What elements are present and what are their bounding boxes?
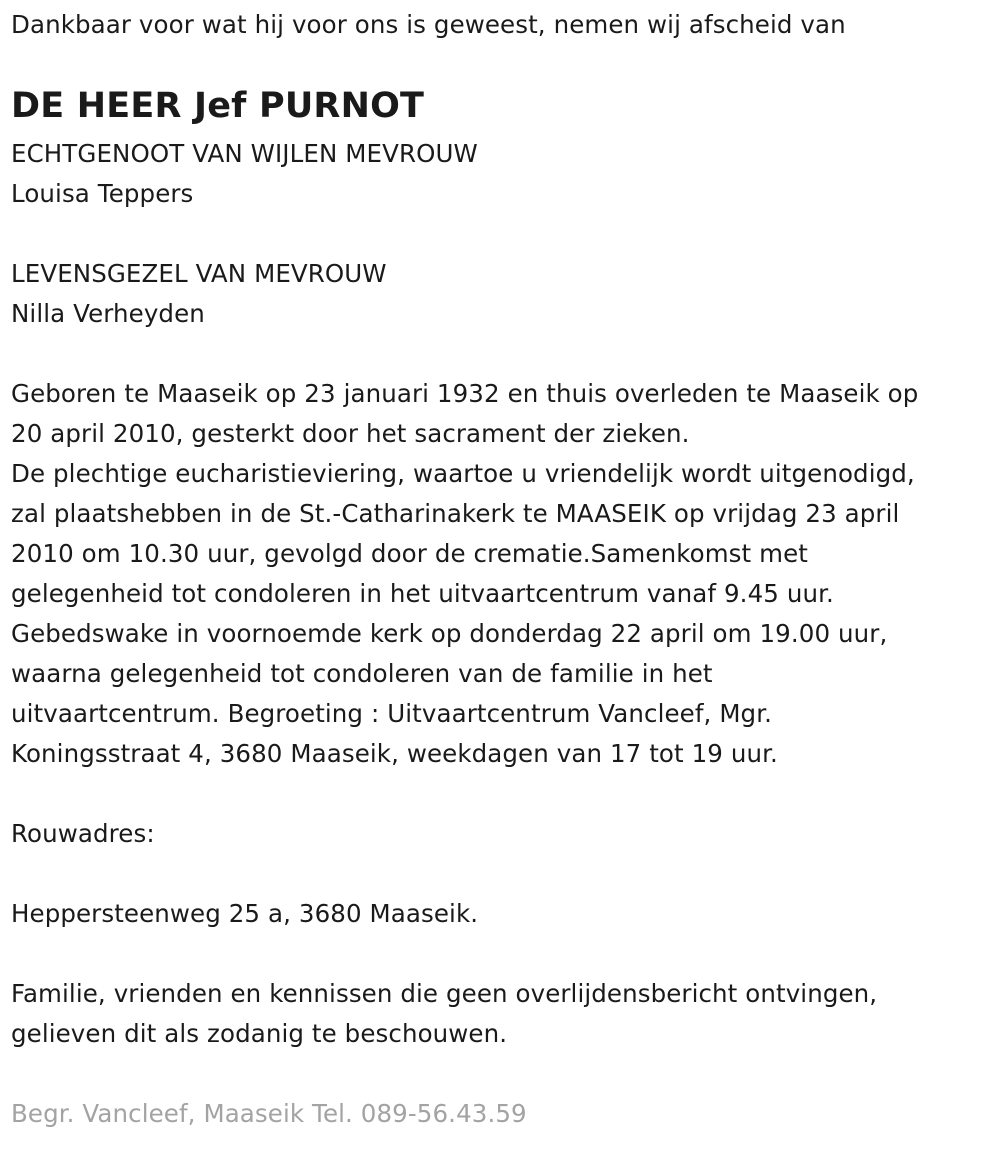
- intro-text: Dankbaar voor wat hij voor ons is geweest, nemen wij afscheid van: [11, 10, 846, 39]
- partner-name: Nilla Verheyden: [11, 299, 205, 328]
- body-line: uitvaartcentrum. Begroeting : Uitvaartcentrum Vancleef, Mgr.: [11, 699, 773, 728]
- body-line: gelegenheid tot condoleren in het uitvaartcentrum vanaf 9.45 uur.: [11, 579, 834, 608]
- funeral-home-footer: Begr. Vancleef, Maaseik Tel. 089-56.43.59: [11, 1099, 527, 1128]
- body-line: waarna gelegenheid tot condoleren van de familie in het: [11, 659, 713, 688]
- spouse-title: ECHTGENOOT VAN WIJLEN MEVROUW: [11, 139, 478, 168]
- mourning-address: [11, 894, 478, 934]
- spouse-block: [11, 134, 478, 214]
- mourning-address-label: [11, 814, 155, 854]
- body-line: 20 april 2010, gesterkt door het sacrament der zieken.: [11, 419, 690, 448]
- deceased-name: DE HEER Jef PURNOT: [11, 86, 425, 126]
- closing-line: gelieven dit als zodanig te beschouwen.: [11, 1019, 508, 1048]
- body-line: zal plaatshebben in de St.-Catharinakerk te MAASEIK op vrijdag 23 april: [11, 499, 900, 528]
- closing-note: [11, 974, 877, 1054]
- mourning-address-text: Heppersteenweg 25 a, 3680 Maaseik.: [11, 899, 479, 928]
- spouse-name: Louisa Teppers: [11, 179, 194, 208]
- ceremony-details: [11, 374, 918, 774]
- mourning-address-label-text: Rouwadres:: [11, 819, 155, 848]
- closing-line: Familie, vrienden en kennissen die geen overlijdensbericht ontvingen,: [11, 979, 878, 1008]
- body-line: Gebedswake in voornoemde kerk op donderdag 22 april om 19.00 uur,: [11, 619, 888, 648]
- body-line: Koningsstraat 4, 3680 Maaseik, weekdagen van 17 tot 19 uur.: [11, 739, 778, 768]
- partner-title: LEVENSGEZEL VAN MEVROUW: [11, 259, 387, 288]
- body-line: Geboren te Maaseik op 23 januari 1932 en thuis overleden te Maaseik op: [11, 379, 919, 408]
- body-line: 2010 om 10.30 uur, gevolgd door de crematie.Samenkomst met: [11, 539, 808, 568]
- partner-block: [11, 254, 387, 334]
- body-line: De plechtige eucharistieviering, waartoe u vriendelijk wordt uitgenodigd,: [11, 459, 915, 488]
